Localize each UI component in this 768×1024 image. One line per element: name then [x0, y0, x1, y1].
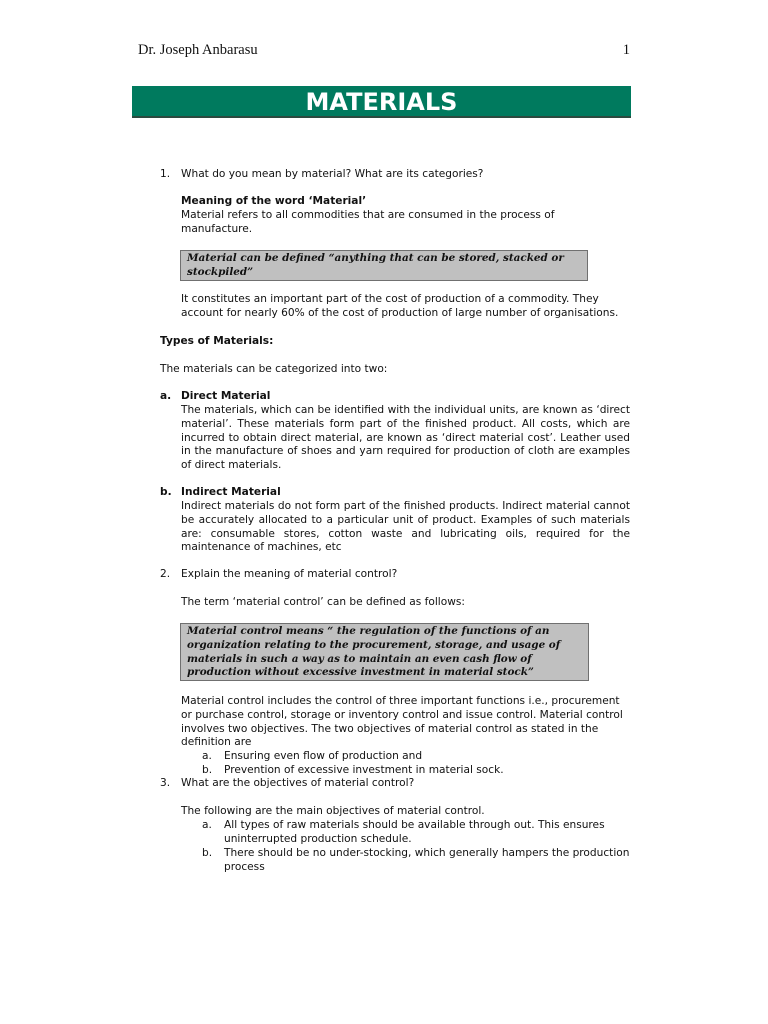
q3-objective-b-letter: b. — [202, 847, 213, 859]
material-definition-box: Material can be defined “anything that can be stored, stacked or stockpiled” — [180, 250, 588, 281]
q3-objective-a-letter: a. — [202, 819, 212, 831]
indirect-material-heading: Indirect Material — [181, 486, 281, 498]
direct-material-heading: Direct Material — [181, 390, 271, 402]
indirect-material-letter: b. — [160, 486, 172, 498]
page-header — [138, 42, 630, 60]
page-number: 1 — [622, 42, 630, 58]
q2-number: 2. — [160, 568, 171, 580]
types-intro: The materials can be categorized into two: — [160, 363, 388, 375]
q3-objective-a-text: All types of raw materials should be available through out. This ensures uninterrupted production schedule. — [224, 819, 605, 845]
q1-question: What do you mean by material? What are its categories? — [181, 168, 484, 180]
direct-material-letter: a. — [160, 390, 172, 402]
q2-intro: The term ‘material control’ can be defined as follows: — [181, 596, 465, 608]
q3-objective-b-text: There should be no under-stocking, which generally hampers the production process — [224, 847, 630, 873]
types-heading: Types of Materials: — [160, 335, 274, 347]
material-control-definition-box: Material control means “ the regulation of the functions of an organization relating to the procurement, storage, and usage of materials in such a way as to maintain an even cash flow of production without excessive investment in material stock” — [180, 623, 589, 681]
importance-text: It constitutes an important part of the cost of production of a commodity. They account for nearly 60% of the cost of production of large number of organisations. — [181, 293, 619, 319]
q2-objective-a-letter: a. — [202, 750, 212, 762]
q3-number: 3. — [160, 777, 171, 789]
material-control-text: Material control includes the control of three important functions i.e., procurement or purchase control, storage or inventory control and issue control. Material control involves two objectives. The two objectives of material control as stated in the definition are — [181, 695, 623, 749]
q2-objective-b-letter: b. — [202, 764, 213, 776]
meaning-text: Material refers to all commodities that are consumed in the process of manufacture. — [181, 209, 555, 235]
indirect-material-text: Indirect materials do not form part of the finished products. Indirect material cannot be accurately allocated to a particular unit of product. Examples of such materials are: consumable stores, cotton waste and lubricating oils, required for the maintenance of machines, etc — [181, 500, 630, 554]
direct-material-text: The materials, which can be identified with the individual units, are known as ‘direct material’. These materials form part of the finished product. All costs, which are incurred to obtain direct material, are known as ‘direct material cost’. Leather used in the manufacture of shoes and yarn required for production of cloth are examples of direct materials. — [181, 404, 630, 472]
q1-number: 1. — [160, 168, 171, 180]
q2-objective-b-text: Prevention of excessive investment in material sock. — [224, 764, 504, 776]
page-title: MATERIALS — [132, 86, 631, 118]
q2-question: Explain the meaning of material control? — [181, 568, 398, 580]
meaning-heading: Meaning of the word ‘Material’ — [181, 195, 367, 207]
q3-question: What are the objectives of material control? — [181, 777, 415, 789]
q3-intro: The following are the main objectives of material control. — [181, 805, 485, 817]
q2-objective-a-text: Ensuring even flow of production and — [224, 750, 423, 762]
author-name: Dr. Joseph Anbarasu — [138, 42, 258, 58]
